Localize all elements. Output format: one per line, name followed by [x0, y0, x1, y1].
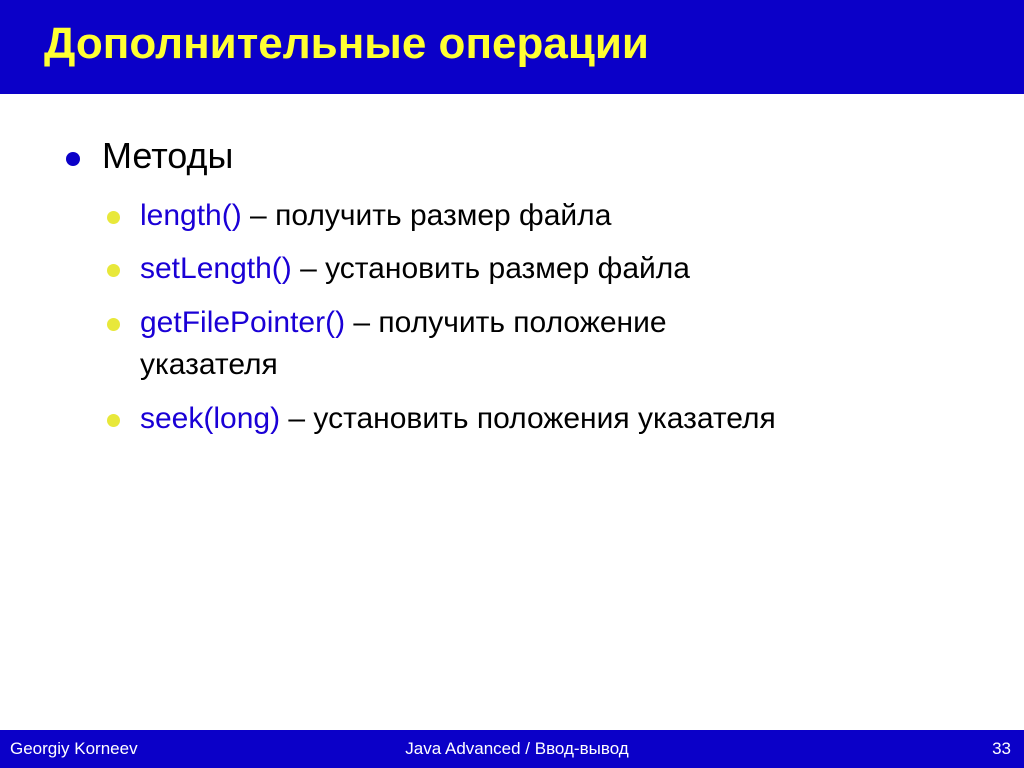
list-item — [140, 248, 980, 290]
method-name: getFilePointer() — [140, 306, 346, 339]
method-description: – получить размер файла — [241, 199, 612, 232]
footer-course: Java Advanced / Ввод-вывод — [405, 739, 629, 758]
method-description: – установить размер файла — [291, 252, 690, 285]
bullet-icon — [66, 152, 80, 166]
method-description: – получить положение указателя — [140, 306, 667, 381]
slide-title: Дополнительные операции — [44, 19, 649, 68]
bullet-icon — [107, 211, 120, 224]
footer-author: Georgiy Korneev — [10, 739, 138, 758]
section-heading: Методы — [102, 135, 234, 176]
method-name: setLength() — [140, 252, 292, 285]
method-name: length() — [140, 199, 242, 232]
method-name: seek(long) — [140, 402, 281, 435]
list-item — [140, 398, 980, 440]
bullet-icon — [107, 414, 120, 427]
list-item — [140, 195, 980, 237]
method-description: – установить положения указателя — [280, 402, 776, 435]
bullet-icon — [107, 318, 120, 331]
list-item — [140, 302, 800, 386]
bullet-icon — [107, 264, 120, 277]
page-number: 33 — [992, 739, 1011, 758]
footer-bar — [0, 730, 1024, 768]
